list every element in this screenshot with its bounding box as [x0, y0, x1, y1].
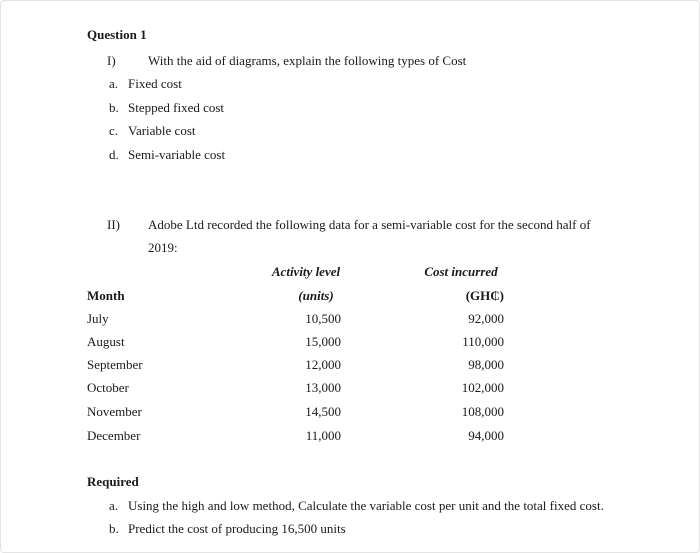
- table-row-activity: 10,500: [305, 311, 341, 326]
- header-month: Month: [87, 288, 125, 303]
- header-activity-level: Activity level: [271, 264, 341, 279]
- table-row-month: December: [87, 428, 141, 443]
- header-cost-incurred: Cost incurred: [424, 264, 498, 279]
- list-item: Using the high and low method, Calculate the variable cost per unit and the total fixed cost.: [128, 498, 604, 513]
- table-row-cost: 110,000: [462, 334, 504, 349]
- list-item-marker: b.: [109, 521, 119, 536]
- table-row-month: November: [87, 404, 142, 419]
- table-row-activity: 13,000: [305, 380, 341, 395]
- table-row-cost: 108,000: [461, 404, 504, 419]
- table-row-cost: 92,000: [468, 311, 504, 326]
- table-row-month: July: [87, 311, 109, 326]
- question-title: Question 1: [87, 27, 147, 42]
- header-currency: (GH₵): [465, 288, 504, 303]
- part1-label: I): [107, 53, 116, 68]
- list-item: Stepped fixed cost: [128, 100, 225, 115]
- list-item-marker: c.: [109, 123, 119, 138]
- table-row-cost: 94,000: [468, 428, 504, 443]
- part2-label: II): [107, 217, 120, 232]
- list-item: Semi-variable cost: [128, 147, 226, 162]
- table-row-activity: 11,000: [305, 428, 341, 443]
- table-row-month: October: [87, 380, 129, 395]
- part1-text: With the aid of diagrams, explain the following types of Cost: [148, 53, 467, 68]
- list-item-marker: a.: [109, 76, 119, 91]
- part2-text-line2: 2019:: [148, 240, 178, 255]
- list-item: Fixed cost: [128, 76, 182, 91]
- list-item: Variable cost: [128, 123, 196, 138]
- list-item-marker: b.: [109, 100, 119, 115]
- list-item: Predict the cost of producing 16,500 units: [128, 521, 346, 536]
- part2-text-line1: Adobe Ltd recorded the following data for a semi-variable cost for the second half of: [148, 217, 591, 232]
- table-row-activity: 14,500: [305, 404, 341, 419]
- list-item-marker: d.: [109, 147, 119, 162]
- table-row-month: September: [87, 357, 143, 372]
- header-units: (units): [298, 288, 334, 303]
- table-row-cost: 98,000: [468, 357, 504, 372]
- table-row-activity: 15,000: [305, 334, 341, 349]
- list-item-marker: a.: [109, 498, 119, 513]
- table-row-month: August: [87, 334, 125, 349]
- required-title: Required: [87, 474, 139, 489]
- table-row-activity: 12,000: [305, 357, 341, 372]
- table-row-cost: 102,000: [461, 380, 504, 395]
